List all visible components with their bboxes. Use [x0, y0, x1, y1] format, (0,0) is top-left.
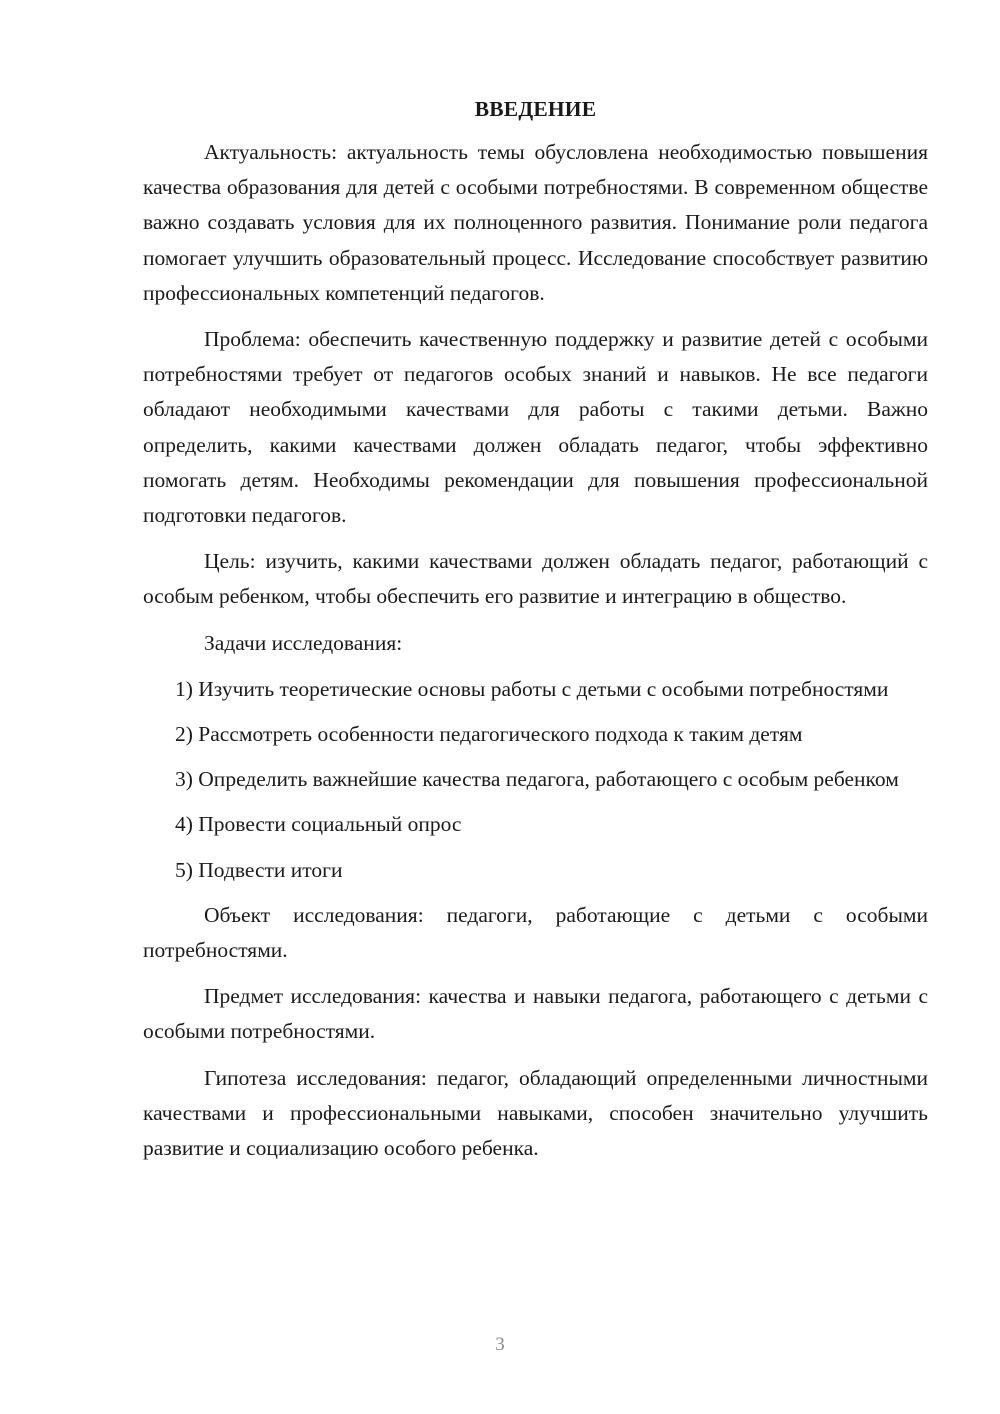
subject-paragraph: Предмет исследования: качества и навыки педагога, работающего с детьми с особыми потребностями. [143, 984, 928, 1044]
tasks-heading: Задачи исследования: [204, 630, 403, 655]
task-item: 5) Подвести итоги [175, 857, 343, 882]
object-paragraph: Объект исследования: педагоги, работающие с детьми с особыми потребностями. [143, 902, 928, 963]
hypothesis-paragraph: Гипотеза исследования: педагог, обладающий определенными личностными качествами и профессиональными навыками, способен значительно улучшить развитие и социализацию особого ребенка. [143, 1065, 928, 1161]
section-title: ВВЕДЕНИЕ [474, 97, 597, 121]
problem-paragraph: Проблема: обеспечить качественную поддержку и развитие детей с особыми потребностями требует от педагогов особых знаний и навыков. Не все педагоги обладают необходимыми качествами для работы с такими детьми. Важно определить, какими качествами должен обладать педагог, чтобы эффективно помогать детям. Необходимы рекомендации для повышения профессиональной подготовки педагогов. [143, 327, 928, 528]
task-item: 3) Определить важнейшие качества педагога, работающего с особым ребенком [175, 767, 899, 792]
document-page [143, 92, 928, 1177]
page-number: 3 [495, 1334, 505, 1355]
task-item: 2) Рассмотреть особенности педагогического подхода к таким детям [175, 722, 803, 747]
relevance-paragraph: Актуальность: актуальность темы обусловлена необходимостью повышения качества образования для детей с особыми потребностями. В современном обществе важно создавать условия для их полноценного развития. Понимание роли педагога помогает улучшить образовательный процесс. Исследование способствует развитию профессиональных компетенций педагогов. [143, 140, 928, 305]
task-item: 1) Изучить теоретические основы работы с детьми с особыми потребностями [175, 676, 889, 701]
task-item: 4) Провести социальный опрос [175, 812, 462, 837]
goal-paragraph: Цель: изучить, какими качествами должен обладать педагог, работающий с особым ребенком, чтобы обеспечить его развитие и интеграцию в общество. [143, 549, 928, 609]
tasks-list [143, 672, 928, 888]
